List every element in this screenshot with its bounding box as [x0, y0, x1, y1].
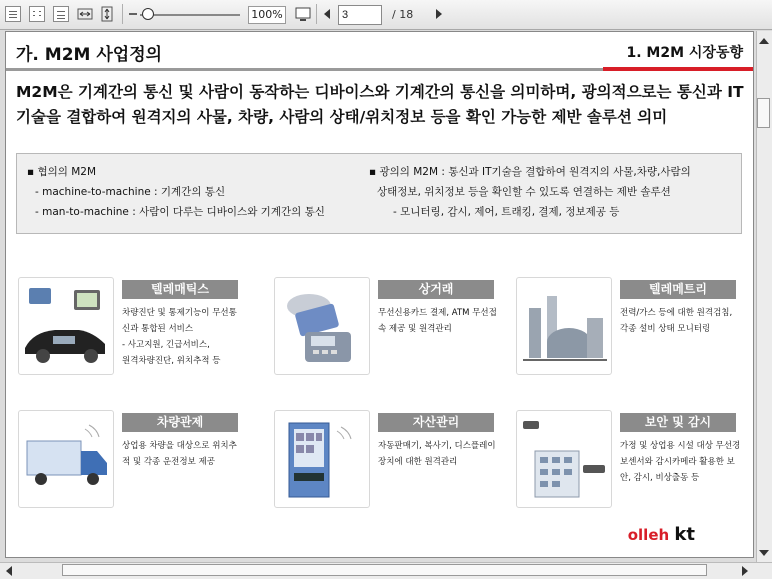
fit-height-icon[interactable] — [99, 6, 115, 22]
prev-page-icon[interactable] — [322, 8, 332, 20]
thumbnail-grid-icon[interactable] — [53, 6, 69, 22]
cctv-building-icon — [516, 410, 612, 508]
truck-icon — [18, 410, 114, 508]
service-security: 보안 및 감시 가정 및 상업용 시설 대상 무선경보센서와 감시카메라 활용한 보안, 감시, 비상출동 등 — [516, 410, 744, 510]
broad-definition: ▪ 광의의 M2M : 통신과 IT기술을 결합하여 원격지의 사물,차량,사람의 상태정보, 위치정보 등을 확인할 수 있도록 연결하는 제반 솔루션 - 모니터링, 감시, 제어, 트래킹, 결제, 정보제공 등 — [369, 166, 691, 218]
slide-title: 가. M2M 사업정의 — [16, 45, 163, 65]
intro-text: M2M은 기계간의 통신 및 사람이 동작하는 디바이스와 기계간의 통신을 의미하며, 광의적으로는 통신과 IT기술을 결합하여 원격지의 사물, 차량, 사람의 상태/위치정보 등을 확인 가능한 제반 솔루션 의미 — [16, 83, 744, 126]
section-title: 1. M2M 시장동향 — [626, 45, 743, 61]
page-number-input[interactable] — [338, 5, 382, 25]
service-commerce: 상거래 무선신용카드 결제, ATM 무선접속 제공 및 원격관리 — [274, 277, 502, 377]
fullscreen-icon[interactable] — [295, 7, 311, 26]
two-page-icon[interactable] — [29, 6, 45, 22]
scroll-left-icon[interactable] — [4, 566, 14, 576]
olleh-kt-logo: olleh kt — [627, 524, 695, 545]
narrow-definition: ▪ 협의의 M2M - machine-to-machine : 기계간의 통신 - man-to-machine : 사람이 다루는 디바이스와 기계간의 통신 — [27, 166, 325, 218]
service-fleet: 차량관제 상업용 차량을 대상으로 위치추적 및 각종 운전정보 제공 — [18, 410, 246, 510]
document-page — [5, 31, 754, 558]
single-page-icon[interactable] — [5, 6, 21, 22]
fit-width-icon[interactable] — [77, 6, 93, 22]
viewer-toolbar — [0, 0, 772, 30]
definition-box — [16, 153, 742, 234]
zoom-slider-track[interactable] — [140, 14, 240, 16]
zoom-level[interactable]: 100% — [248, 6, 286, 24]
service-telemetry: 텔레메트리 전력/가스 등에 대한 원격검침, 각종 설비 상태 모니터링 — [516, 277, 744, 377]
header-accent — [603, 67, 754, 71]
scroll-up-icon[interactable] — [758, 36, 770, 46]
factory-icon — [516, 277, 612, 375]
next-page-icon[interactable] — [434, 8, 444, 20]
scroll-right-icon[interactable] — [740, 566, 750, 576]
vending-machine-icon — [274, 410, 370, 508]
horizontal-scroll-thumb[interactable] — [62, 564, 707, 576]
page-total: / 18 — [392, 8, 414, 21]
scroll-down-icon[interactable] — [758, 548, 770, 558]
car-gps-icon — [18, 277, 114, 375]
vertical-scroll-thumb[interactable] — [757, 98, 770, 128]
zoom-out-icon[interactable] — [128, 9, 138, 19]
card-terminal-icon — [274, 277, 370, 375]
zoom-slider-handle[interactable] — [142, 8, 154, 20]
service-telematics: 텔레매틱스 차량진단 및 통제기능이 무선통신과 통합된 서비스 - 사고지원, 긴급서비스, 원격차량진단, 위치추적 등 — [18, 277, 246, 377]
service-asset: 자산관리 자동판매기, 복사기, 디스플레이 장치에 대한 원격관리 — [274, 410, 502, 510]
